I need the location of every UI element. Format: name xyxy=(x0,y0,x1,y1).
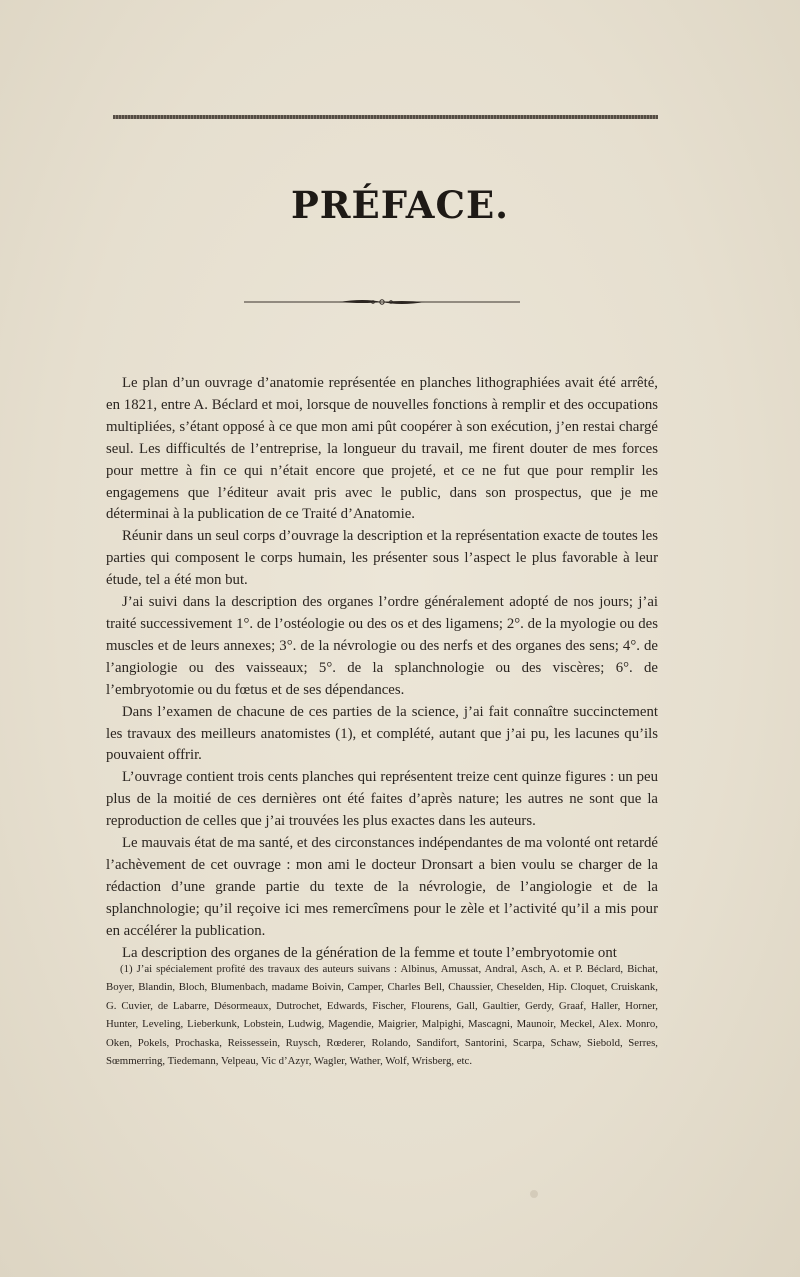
ornament-divider xyxy=(244,297,520,307)
paragraph-1: Le plan d’un ouvrage d’anatomie représentée en planches lithographiées avait été arrêté, en 1821, entre A. Béclard et moi, lorsque de nouvelles fonctions à remplir et des occupations multipliées, s’étant opposé à ce que mon ami pût coopérer à son exécution, j’en restai chargé seul. Les difficultés de l’entreprise, la longueur du travail, me firent douter de mes forces pour mettre à fin ce qui n’était encore que projeté, et ce ne fut que pour remplir les engagemens que l’éditeur avait pris avec le public, dans son prospectus, que je me déterminai à la publication de ce Traité d’Anatomie. xyxy=(106,375,658,523)
page-title: PRÉFACE. xyxy=(290,183,510,227)
paragraph-2: Réunir dans un seul corps d’ouvrage la description et la représentation exacte de toutes les parties qui composent le corps humain, les présenter sous l’aspect le plus favorable à leur étude, tel a été mon but. xyxy=(106,528,658,589)
preface-body xyxy=(106,373,658,964)
footnote-text: (1) J’ai spécialement profité des travaux des auteurs suivans : Albinus, Amussat, Andral, Asch, A. et P. Béclard, Bichat, Boyer, Blandin, Bloch, Blumenbach, madame Boivin, Camper, Charles Bell, Chaussier, Cheselden, Hip. Cloquet, Cruiskank, G. Cuvier, de Labarre, Désormeaux, Dutrochet, Edwards, Fischer, Flourens, Gall, Gaultier, Gerdy, Graaf, Haller, Horner, Hunter, Leveling, Lieberkunk, Lobstein, Ludwig, Magendie, Maigrier, Malpighi, Mascagni, Maunoir, Meckel, Alex. Monro, Oken, Pokels, Prochaska, Reissessein, Ruysch, Rœderer, Rolando, Sandifort, Santorini, Scarpa, Schaw, Siebold, Serres, Sœmmerring, Tiedemann, Velpeau, Vic d’Azyr, Wagler, Wather, Wolf, Wrisberg, etc. xyxy=(106,963,658,1068)
paragraph-4: Dans l’examen de chacune de ces parties de la science, j’ai fait connaître succinctement les travaux des meilleurs anatomistes (1), et complété, autant que j’ai pu, les lacunes qu’ils pouvaient offrir. xyxy=(106,703,658,764)
paragraph-7: La description des organes de la génération de la femme et toute l’embryotomie ont xyxy=(122,944,617,961)
paragraph-6: Le mauvais état de ma santé, et des circonstances indépendantes de ma volonté ont retardé l’achèvement de cet ouvrage : mon ami le docteur Dronsart a bien voulu se charger de la rédaction d’une grande partie du texte de la névrologie, de l’angiologie et de la splanchnologie; qu’il reçoive ici mes remercîmens pour le zèle et l’activité qu’il a mis pour en accélérer la publication. xyxy=(106,835,658,939)
paragraph-3: J’ai suivi dans la description des organes l’ordre généralement adopté de nos jours; j’ai traité successivement 1°. de l’ostéologie ou des os et des ligamens; 2°. de la myologie ou des muscles et de leurs annexes; 3°. de la névrologie ou des nerfs et des organes des sens; 4°. de l’angiologie ou des vaisseaux; 5°. de la splanchnologie ou des viscères; 6°. de l’embryotomie ou du fœtus et de ses dépendances. xyxy=(106,594,658,698)
paragraph-5: L’ouvrage contient trois cents planches qui représentent treize cent quinze figures : un peu plus de la moitié de ces dernières ont été faites d’après nature; les autres ne sont que la reproduction de celles que j’ai trouvées les plus exactes dans les auteurs. xyxy=(106,769,658,830)
footnote xyxy=(106,960,658,1070)
paper-stain xyxy=(530,1190,538,1198)
top-rule xyxy=(113,115,658,119)
